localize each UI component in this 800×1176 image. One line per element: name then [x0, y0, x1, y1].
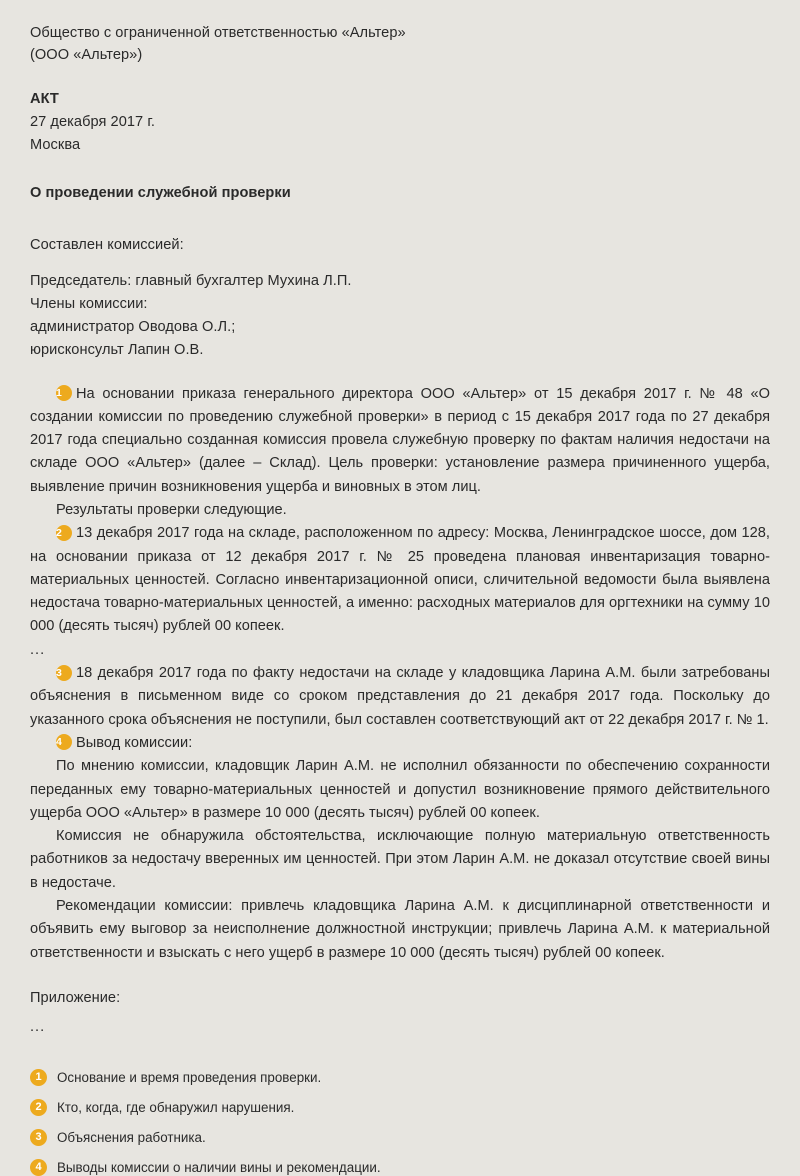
document-subject [30, 157, 770, 205]
document-meta [30, 66, 770, 157]
paragraph-2-text: 13 декабря 2017 года на складе, расположенном по адресу: Москва, Ленинградское шоссе, дом 128, на основании приказа от 12 декабря 2017 г. № 25 проведена плановая инвентаризация товарно-материальных ценностей. Согласно инвентаризационной описи, сличительной ведомости была выявлена недостача товарно-материальных ценностей, а именно: расходных материалов для оргтехники на сумму 10 000 (десять тысяч) рублей 00 копеек. [30, 525, 770, 635]
document-body [30, 362, 770, 965]
commission-member-2: юрисконсульт Лапин О.В. [30, 341, 204, 358]
marker-badge-1: 1 [56, 385, 72, 401]
commission-intro: Составлен комиссией: [30, 236, 184, 253]
legend-item [30, 1159, 770, 1176]
legend-item [30, 1069, 770, 1086]
paragraph-4b: Комиссия не обнаружила обстоятельства, исключающие полную материальную ответственность работников за недостачу вверенных им ценностей. При этом Ларин А.М. не доказал отсутствие своей вины в недостаче. [30, 828, 770, 891]
legend-item [30, 1099, 770, 1116]
commission-member-1: администратор Оводова О.Л.; [30, 318, 236, 335]
doc-date: 27 декабря 2017 г. [30, 114, 156, 130]
legend-text-2: Кто, когда, где обнаружил нарушения. [57, 1100, 295, 1116]
commission-chairman: Председатель: главный бухгалтер Мухина Л.П. [30, 272, 352, 289]
marker-badge-4: 4 [56, 734, 72, 750]
ellipsis-body: ... [30, 641, 46, 658]
legend-badge-2: 2 [30, 1099, 47, 1116]
legend-text-1: Основание и время проведения проверки. [57, 1070, 322, 1086]
legend-badge-4: 4 [30, 1159, 47, 1176]
paragraph-4a: По мнению комиссии, кладовщик Ларин А.М. не исполнил обязанности по обеспечению сохранности переданных ему товарно-материальных ценностей и допустил возникновение прямого действительного ущерба ООО «Альтер» в размере 10 000 (десять тысяч) рублей 00 копеек. [30, 758, 770, 821]
legend-badge-1: 1 [30, 1069, 47, 1086]
org-name-full: Общество с ограниченной ответственностью «Альтер» [30, 25, 406, 41]
appendix-label: Приложение: [30, 989, 121, 1006]
org-name-short: (ООО «Альтер») [30, 47, 143, 63]
subject-title: О проведении служебной проверки [30, 185, 291, 201]
appendix-section [30, 965, 770, 1039]
commission-members-label: Члены комиссии: [30, 295, 148, 312]
paragraph-3 [30, 662, 770, 732]
paragraph-2 [30, 522, 770, 638]
paragraph-4-text: Вывод комиссии: [76, 734, 193, 751]
paragraph-1-text: На основании приказа генерального директора ООО «Альтер» от 15 декабря 2017 г. № 48 «О создании комиссии по проведению служебной проверки» в период с 15 декабря 2017 года по 27 декабря 2017 года специально созданная комиссия провела служебную проверку по фактам наличия недостачи на складе ООО «Альтер» (далее – Склад). Цель проверки: установление размера причиненного ущерба, выявление причин возникновения ущерба и виновных в этом лиц. [30, 385, 770, 495]
legend-item [30, 1129, 770, 1146]
organization-header [30, 0, 770, 66]
paragraph-1b: Результаты проверки следующие. [56, 501, 287, 518]
legend-text-4: Выводы комиссии о наличии вины и рекомендации. [57, 1160, 381, 1176]
doc-type-title: АКТ [30, 91, 59, 107]
paragraph-4 [30, 732, 770, 755]
paragraph-4c: Рекомендации комиссии: привлечь кладовщика Ларина А.М. к дисциплинарной ответственности и объявить ему выговор за неисполнение должностной инструкции; привлечь Ларина А.М. к материальной ответственности и взыскать с него ущерб в размере 10 000 (десять тысяч) рублей 00 копеек. [30, 898, 770, 961]
paragraph-1 [30, 383, 770, 499]
marker-badge-3: 3 [56, 665, 72, 681]
legend-text-3: Объяснения работника. [57, 1130, 206, 1146]
legend-list [30, 1039, 770, 1176]
ellipsis-appendix: ... [30, 1018, 46, 1035]
doc-city: Москва [30, 137, 81, 153]
paragraph-3-text: 18 декабря 2017 года по факту недостачи на складе у кладовщика Ларина А.М. были затребованы объяснения в письменном виде со сроком представления до 21 декабря 2017 года. Поскольку до указанного срока объяснения не поступили, был составлен соответствующий акт от 22 декабря 2017 г. № 1. [30, 665, 770, 728]
marker-badge-2: 2 [56, 525, 72, 541]
commission-section [30, 205, 770, 362]
legend-badge-3: 3 [30, 1129, 47, 1146]
